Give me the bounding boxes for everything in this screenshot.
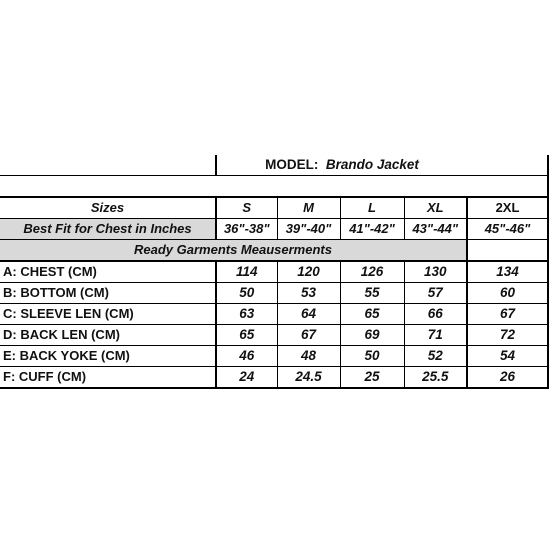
best-fit-row xyxy=(0,219,548,240)
size-2xl: 2XL xyxy=(467,197,548,219)
best-fit-xl: 43"-44" xyxy=(404,219,467,240)
sizes-label: Sizes xyxy=(0,197,216,219)
cell-value: 24.5 xyxy=(277,367,340,389)
best-fit-l: 41"-42" xyxy=(340,219,404,240)
section-row xyxy=(0,240,548,262)
cell-value: 126 xyxy=(340,261,404,283)
cell-value: 52 xyxy=(404,346,467,367)
table-row xyxy=(0,325,548,346)
spacer-row xyxy=(0,176,548,198)
section-title: Ready Garments Meauserments xyxy=(0,240,467,262)
sizes-row xyxy=(0,197,548,219)
best-fit-2xl: 45"-46" xyxy=(467,219,548,240)
cell-value: 66 xyxy=(404,304,467,325)
cell-value: 48 xyxy=(277,346,340,367)
cell-value: 134 xyxy=(467,261,548,283)
table-row xyxy=(0,304,548,325)
cell-value: 57 xyxy=(404,283,467,304)
cell-value: 54 xyxy=(467,346,548,367)
size-s: S xyxy=(216,197,277,219)
cell-value: 72 xyxy=(467,325,548,346)
model-title xyxy=(216,155,467,176)
size-m: M xyxy=(277,197,340,219)
cell-value: 130 xyxy=(404,261,467,283)
cell-value: 55 xyxy=(340,283,404,304)
cell-value: 50 xyxy=(340,346,404,367)
cell-value: 53 xyxy=(277,283,340,304)
cell-value: 60 xyxy=(467,283,548,304)
blank-cell xyxy=(467,155,548,176)
model-label: MODEL: xyxy=(265,157,319,172)
table-row xyxy=(0,261,548,283)
row-label: A: CHEST (CM) xyxy=(0,261,216,283)
cell-value: 114 xyxy=(216,261,277,283)
best-fit-label: Best Fit for Chest in Inches xyxy=(0,219,216,240)
row-label: B: BOTTOM (CM) xyxy=(0,283,216,304)
table-row xyxy=(0,367,548,389)
size-chart-table xyxy=(0,155,549,389)
size-chart xyxy=(0,155,548,389)
cell-value: 65 xyxy=(340,304,404,325)
model-row xyxy=(0,155,548,176)
table-row xyxy=(0,346,548,367)
cell-value: 46 xyxy=(216,346,277,367)
cell-value: 120 xyxy=(277,261,340,283)
best-fit-m: 39"-40" xyxy=(277,219,340,240)
size-l: L xyxy=(340,197,404,219)
cell-value: 25.5 xyxy=(404,367,467,389)
row-label: D: BACK LEN (CM) xyxy=(0,325,216,346)
blank-cell xyxy=(467,240,548,262)
row-label: C: SLEEVE LEN (CM) xyxy=(0,304,216,325)
cell-value: 25 xyxy=(340,367,404,389)
cell-value: 63 xyxy=(216,304,277,325)
cell-value: 50 xyxy=(216,283,277,304)
blank-cell xyxy=(0,155,216,176)
cell-value: 67 xyxy=(467,304,548,325)
cell-value: 69 xyxy=(340,325,404,346)
model-name: Brando Jacket xyxy=(325,157,419,172)
cell-value: 67 xyxy=(277,325,340,346)
size-xl: XL xyxy=(404,197,467,219)
row-label: F: CUFF (CM) xyxy=(0,367,216,389)
cell-value: 64 xyxy=(277,304,340,325)
row-label: E: BACK YOKE (CM) xyxy=(0,346,216,367)
cell-value: 65 xyxy=(216,325,277,346)
best-fit-s: 36"-38" xyxy=(216,219,277,240)
table-row xyxy=(0,283,548,304)
cell-value: 26 xyxy=(467,367,548,389)
cell-value: 24 xyxy=(216,367,277,389)
cell-value: 71 xyxy=(404,325,467,346)
